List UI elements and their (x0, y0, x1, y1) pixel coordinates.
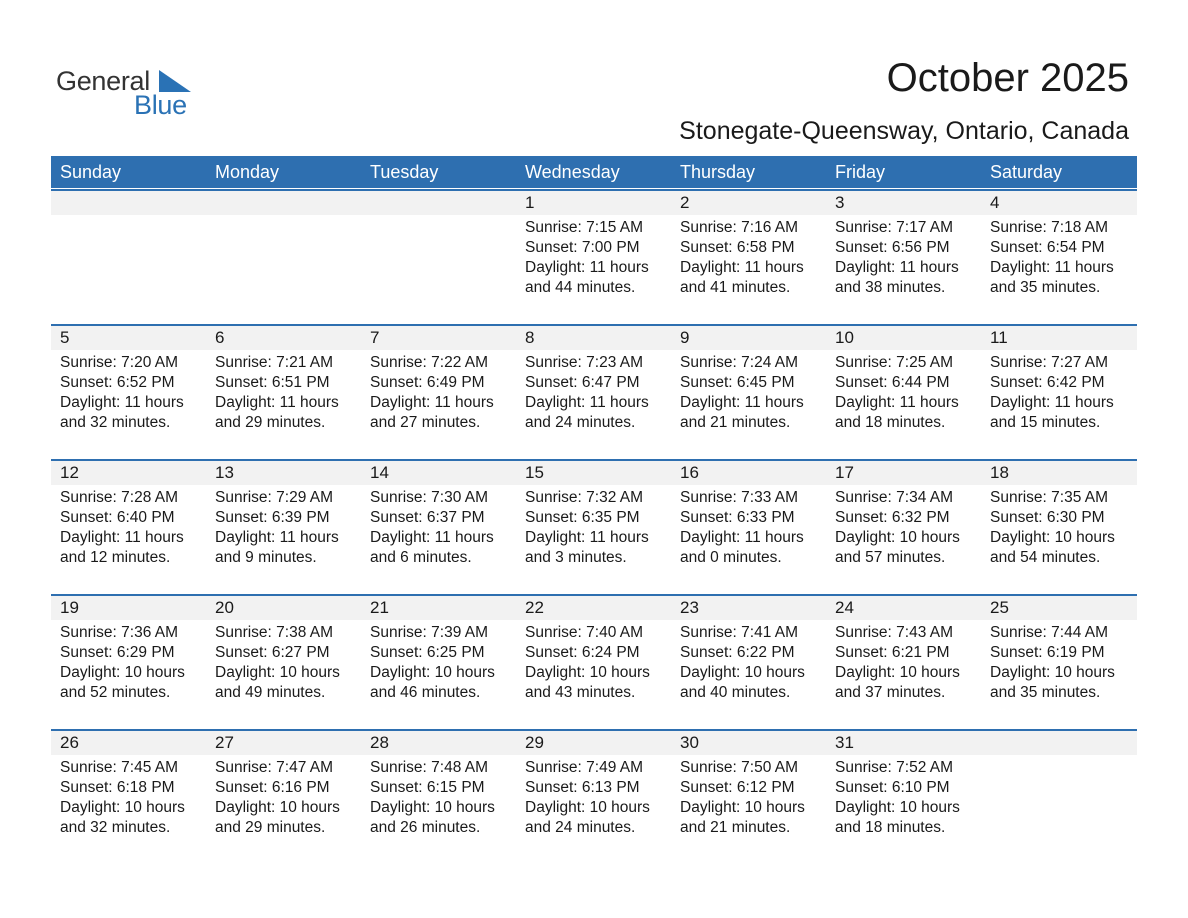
day-sun-info (60, 623, 185, 703)
day-number: 31 (835, 733, 854, 752)
day-daylight1-text: Daylight: 10 hours (680, 664, 805, 681)
day-daylight1-text: Daylight: 11 hours (370, 529, 494, 546)
day-cell (671, 729, 826, 864)
weekday-sunday: Sunday (60, 162, 122, 182)
day-number: 13 (215, 463, 234, 482)
day-cell (361, 459, 516, 594)
day-sunset-text: Sunset: 6:12 PM (680, 779, 795, 796)
day-sun-info (370, 623, 495, 703)
day-sunrise-text: Sunrise: 7:18 AM (990, 219, 1109, 236)
weekday-header-row (51, 156, 1137, 188)
day-number: 14 (370, 463, 389, 482)
day-sunset-text: Sunset: 6:47 PM (525, 374, 640, 391)
day-number: 24 (835, 598, 854, 617)
day-number: 23 (680, 598, 699, 617)
day-sunset-text: Sunset: 6:39 PM (215, 509, 330, 526)
day-sun-info (60, 353, 184, 433)
day-sunset-text: Sunset: 6:24 PM (525, 644, 640, 661)
day-daylight2-text: and 24 minutes. (525, 819, 636, 836)
day-number: 10 (835, 328, 854, 347)
day-sunset-text: Sunset: 6:35 PM (525, 509, 640, 526)
calendar-week (51, 459, 1137, 594)
day-daylight2-text: and 27 minutes. (370, 414, 481, 431)
day-number: 30 (680, 733, 699, 752)
day-daylight1-text: Daylight: 10 hours (990, 529, 1115, 546)
day-daylight2-text: and 38 minutes. (835, 279, 946, 296)
day-cell (826, 729, 981, 864)
day-cell (206, 729, 361, 864)
day-cell (516, 729, 671, 864)
day-cell (516, 594, 671, 729)
day-daylight1-text: Daylight: 10 hours (370, 799, 495, 816)
day-number: 8 (525, 328, 535, 347)
day-cell (51, 324, 206, 459)
day-cell (516, 189, 671, 324)
day-sunset-text: Sunset: 6:54 PM (990, 239, 1105, 256)
day-sun-info (525, 218, 649, 298)
day-sun-info (525, 623, 650, 703)
day-sun-info (60, 488, 184, 568)
calendar-week (51, 189, 1137, 324)
day-sun-info (215, 488, 339, 568)
day-number: 4 (990, 193, 1000, 212)
weekday-friday: Friday (835, 162, 886, 182)
calendar-week (51, 594, 1137, 729)
day-cell (206, 459, 361, 594)
day-cell (981, 459, 1136, 594)
day-sunset-text: Sunset: 6:32 PM (835, 509, 950, 526)
day-daylight2-text: and 6 minutes. (370, 549, 472, 566)
day-daylight1-text: Daylight: 11 hours (370, 394, 494, 411)
day-number: 27 (215, 733, 234, 752)
day-daylight2-text: and 35 minutes. (990, 684, 1101, 701)
day-daylight1-text: Daylight: 11 hours (525, 394, 649, 411)
day-sunrise-text: Sunrise: 7:16 AM (680, 219, 799, 236)
day-daylight2-text: and 54 minutes. (990, 549, 1101, 566)
day-sunrise-text: Sunrise: 7:48 AM (370, 759, 489, 776)
day-daylight1-text: Daylight: 11 hours (525, 259, 649, 276)
day-sunrise-text: Sunrise: 7:27 AM (990, 354, 1109, 371)
day-sunset-text: Sunset: 6:51 PM (215, 374, 330, 391)
day-sunrise-text: Sunrise: 7:50 AM (680, 759, 799, 776)
day-sunrise-text: Sunrise: 7:28 AM (60, 489, 179, 506)
day-daylight1-text: Daylight: 11 hours (680, 259, 804, 276)
day-sun-info (680, 488, 804, 568)
weekday-thursday: Thursday (680, 162, 756, 182)
day-number: 15 (525, 463, 544, 482)
calendar-week (51, 729, 1137, 864)
day-daylight1-text: Daylight: 11 hours (990, 259, 1114, 276)
day-sun-info (680, 218, 804, 298)
day-daylight2-text: and 44 minutes. (525, 279, 636, 296)
day-number: 16 (680, 463, 699, 482)
day-sunset-text: Sunset: 6:22 PM (680, 644, 795, 661)
day-sun-info (525, 488, 649, 568)
weekday-tuesday: Tuesday (370, 162, 439, 182)
day-sun-info (215, 353, 339, 433)
day-sun-info (370, 488, 494, 568)
day-sun-info (990, 488, 1115, 568)
day-sunrise-text: Sunrise: 7:29 AM (215, 489, 334, 506)
day-daylight1-text: Daylight: 11 hours (990, 394, 1114, 411)
day-number: 18 (990, 463, 1009, 482)
day-sunrise-text: Sunrise: 7:33 AM (680, 489, 799, 506)
day-number: 2 (680, 193, 690, 212)
day-sun-info (990, 353, 1114, 433)
day-sunset-text: Sunset: 6:13 PM (525, 779, 640, 796)
day-sunrise-text: Sunrise: 7:41 AM (680, 624, 799, 641)
day-daylight1-text: Daylight: 10 hours (60, 799, 185, 816)
day-daylight2-text: and 35 minutes. (990, 279, 1101, 296)
day-daylight1-text: Daylight: 10 hours (835, 664, 960, 681)
day-sun-info (835, 488, 960, 568)
day-cell (206, 324, 361, 459)
day-sun-info (680, 353, 804, 433)
day-daylight2-text: and 15 minutes. (990, 414, 1101, 431)
day-sunset-text: Sunset: 6:52 PM (60, 374, 175, 391)
day-sun-info (525, 353, 649, 433)
day-daylight2-text: and 21 minutes. (680, 414, 791, 431)
day-daylight2-text: and 9 minutes. (215, 549, 317, 566)
calendar-week (51, 324, 1137, 459)
day-sunset-text: Sunset: 6:10 PM (835, 779, 950, 796)
day-sunset-text: Sunset: 6:18 PM (60, 779, 175, 796)
day-sunrise-text: Sunrise: 7:40 AM (525, 624, 644, 641)
day-sunrise-text: Sunrise: 7:43 AM (835, 624, 954, 641)
day-daylight2-text: and 32 minutes. (60, 819, 171, 836)
day-sunset-text: Sunset: 6:19 PM (990, 644, 1105, 661)
day-daylight1-text: Daylight: 10 hours (990, 664, 1115, 681)
day-daylight1-text: Daylight: 11 hours (215, 394, 339, 411)
day-cell (671, 594, 826, 729)
empty-day-cell (51, 189, 206, 324)
day-sunrise-text: Sunrise: 7:39 AM (370, 624, 489, 641)
day-daylight1-text: Daylight: 11 hours (60, 394, 184, 411)
day-number: 22 (525, 598, 544, 617)
page-title: October 2025 (886, 56, 1129, 100)
day-sunrise-text: Sunrise: 7:45 AM (60, 759, 179, 776)
day-sunrise-text: Sunrise: 7:49 AM (525, 759, 644, 776)
day-sun-info (525, 758, 650, 838)
day-sunset-text: Sunset: 6:56 PM (835, 239, 950, 256)
day-daylight2-text: and 57 minutes. (835, 549, 946, 566)
day-sunrise-text: Sunrise: 7:23 AM (525, 354, 644, 371)
day-sunset-text: Sunset: 6:21 PM (835, 644, 950, 661)
day-daylight2-text: and 41 minutes. (680, 279, 791, 296)
day-cell (826, 459, 981, 594)
day-number: 7 (370, 328, 380, 347)
day-sun-info (215, 758, 340, 838)
day-cell (981, 324, 1136, 459)
day-sunrise-text: Sunrise: 7:38 AM (215, 624, 334, 641)
day-cell (981, 189, 1136, 324)
day-daylight2-text: and 18 minutes. (835, 414, 946, 431)
day-sunset-text: Sunset: 6:45 PM (680, 374, 795, 391)
day-daylight1-text: Daylight: 11 hours (680, 529, 804, 546)
day-sunrise-text: Sunrise: 7:34 AM (835, 489, 954, 506)
day-cell (981, 594, 1136, 729)
day-daylight1-text: Daylight: 11 hours (680, 394, 804, 411)
day-sunrise-text: Sunrise: 7:21 AM (215, 354, 334, 371)
day-sunrise-text: Sunrise: 7:30 AM (370, 489, 489, 506)
day-cell (826, 324, 981, 459)
day-daylight2-text: and 29 minutes. (215, 819, 326, 836)
location-subtitle: Stonegate-Queensway, Ontario, Canada (679, 117, 1129, 145)
day-sun-info (835, 353, 959, 433)
day-cell (826, 189, 981, 324)
day-number: 11 (990, 328, 1008, 347)
day-daylight2-text: and 26 minutes. (370, 819, 481, 836)
day-cell (671, 459, 826, 594)
day-sun-info (680, 623, 805, 703)
day-sunrise-text: Sunrise: 7:20 AM (60, 354, 179, 371)
day-sunset-text: Sunset: 6:42 PM (990, 374, 1105, 391)
day-sunset-text: Sunset: 6:30 PM (990, 509, 1105, 526)
day-daylight2-text: and 12 minutes. (60, 549, 171, 566)
day-sunrise-text: Sunrise: 7:17 AM (835, 219, 954, 236)
day-daylight1-text: Daylight: 11 hours (525, 529, 649, 546)
day-number: 29 (525, 733, 544, 752)
day-sun-info (370, 353, 494, 433)
day-sun-info (835, 218, 959, 298)
day-sun-info (60, 758, 185, 838)
day-number: 5 (60, 328, 70, 347)
day-cell (516, 324, 671, 459)
weekday-saturday: Saturday (990, 162, 1063, 182)
day-daylight1-text: Daylight: 10 hours (370, 664, 495, 681)
weekday-monday: Monday (215, 162, 280, 182)
day-sunset-text: Sunset: 6:58 PM (680, 239, 795, 256)
day-cell (361, 594, 516, 729)
day-number: 21 (370, 598, 389, 617)
day-daylight1-text: Daylight: 11 hours (60, 529, 184, 546)
day-cell (671, 189, 826, 324)
day-daylight2-text: and 18 minutes. (835, 819, 946, 836)
day-sunset-text: Sunset: 6:27 PM (215, 644, 330, 661)
day-daylight2-text: and 43 minutes. (525, 684, 636, 701)
day-daylight1-text: Daylight: 10 hours (215, 664, 340, 681)
day-cell (361, 324, 516, 459)
empty-day-cell (981, 729, 1136, 864)
day-cell (826, 594, 981, 729)
day-daylight1-text: Daylight: 11 hours (835, 259, 959, 276)
day-number: 9 (680, 328, 690, 347)
day-cell (671, 324, 826, 459)
day-sunset-text: Sunset: 6:37 PM (370, 509, 485, 526)
empty-day-cell (361, 189, 516, 324)
day-sun-info (835, 623, 960, 703)
day-sunset-text: Sunset: 6:16 PM (215, 779, 330, 796)
day-daylight1-text: Daylight: 11 hours (835, 394, 959, 411)
day-cell (51, 459, 206, 594)
day-sun-info (990, 623, 1115, 703)
day-sun-info (680, 758, 805, 838)
day-cell (51, 594, 206, 729)
logo-text-blue: Blue (134, 90, 187, 120)
day-cell (206, 594, 361, 729)
general-blue-logo (56, 66, 206, 122)
day-daylight2-text: and 21 minutes. (680, 819, 791, 836)
day-daylight1-text: Daylight: 10 hours (680, 799, 805, 816)
day-cell (51, 729, 206, 864)
day-sunset-text: Sunset: 6:33 PM (680, 509, 795, 526)
day-sunrise-text: Sunrise: 7:15 AM (525, 219, 644, 236)
day-sunset-text: Sunset: 6:40 PM (60, 509, 175, 526)
day-sunset-text: Sunset: 6:25 PM (370, 644, 485, 661)
day-sunrise-text: Sunrise: 7:25 AM (835, 354, 954, 371)
day-number: 12 (60, 463, 79, 482)
day-cell (361, 729, 516, 864)
day-sun-info (990, 218, 1114, 298)
day-daylight2-text: and 32 minutes. (60, 414, 171, 431)
day-sun-info (370, 758, 495, 838)
day-daylight2-text: and 37 minutes. (835, 684, 946, 701)
day-daylight2-text: and 29 minutes. (215, 414, 326, 431)
day-daylight2-text: and 49 minutes. (215, 684, 326, 701)
day-number: 6 (215, 328, 225, 347)
day-sunrise-text: Sunrise: 7:24 AM (680, 354, 799, 371)
day-daylight2-text: and 0 minutes. (680, 549, 782, 566)
day-sunrise-text: Sunrise: 7:32 AM (525, 489, 644, 506)
day-daylight1-text: Daylight: 10 hours (835, 529, 960, 546)
day-daylight1-text: Daylight: 10 hours (60, 664, 185, 681)
day-sunset-text: Sunset: 6:29 PM (60, 644, 175, 661)
day-cell (516, 459, 671, 594)
day-number: 26 (60, 733, 79, 752)
day-number: 28 (370, 733, 389, 752)
day-sunrise-text: Sunrise: 7:47 AM (215, 759, 334, 776)
weekday-wednesday: Wednesday (525, 162, 620, 182)
day-sunset-text: Sunset: 6:49 PM (370, 374, 485, 391)
day-daylight2-text: and 52 minutes. (60, 684, 171, 701)
day-sunrise-text: Sunrise: 7:22 AM (370, 354, 489, 371)
day-sunset-text: Sunset: 7:00 PM (525, 239, 640, 256)
day-sunset-text: Sunset: 6:15 PM (370, 779, 485, 796)
day-sunrise-text: Sunrise: 7:36 AM (60, 624, 179, 641)
day-number: 17 (835, 463, 854, 482)
day-daylight1-text: Daylight: 11 hours (215, 529, 339, 546)
day-sun-info (215, 623, 340, 703)
day-daylight2-text: and 24 minutes. (525, 414, 636, 431)
logo-text-general: General (56, 66, 150, 96)
empty-day-cell (206, 189, 361, 324)
day-number: 3 (835, 193, 845, 212)
day-number: 19 (60, 598, 79, 617)
day-sunrise-text: Sunrise: 7:35 AM (990, 489, 1109, 506)
day-daylight1-text: Daylight: 10 hours (525, 799, 650, 816)
day-number: 25 (990, 598, 1009, 617)
day-sun-info (835, 758, 960, 838)
day-daylight1-text: Daylight: 10 hours (525, 664, 650, 681)
day-number: 20 (215, 598, 234, 617)
day-sunrise-text: Sunrise: 7:44 AM (990, 624, 1109, 641)
day-daylight2-text: and 3 minutes. (525, 549, 627, 566)
logo-triangle-icon (159, 70, 193, 92)
day-number: 1 (525, 193, 535, 212)
day-daylight2-text: and 40 minutes. (680, 684, 791, 701)
day-daylight1-text: Daylight: 10 hours (215, 799, 340, 816)
day-daylight2-text: and 46 minutes. (370, 684, 481, 701)
day-sunset-text: Sunset: 6:44 PM (835, 374, 950, 391)
day-daylight1-text: Daylight: 10 hours (835, 799, 960, 816)
day-sunrise-text: Sunrise: 7:52 AM (835, 759, 954, 776)
